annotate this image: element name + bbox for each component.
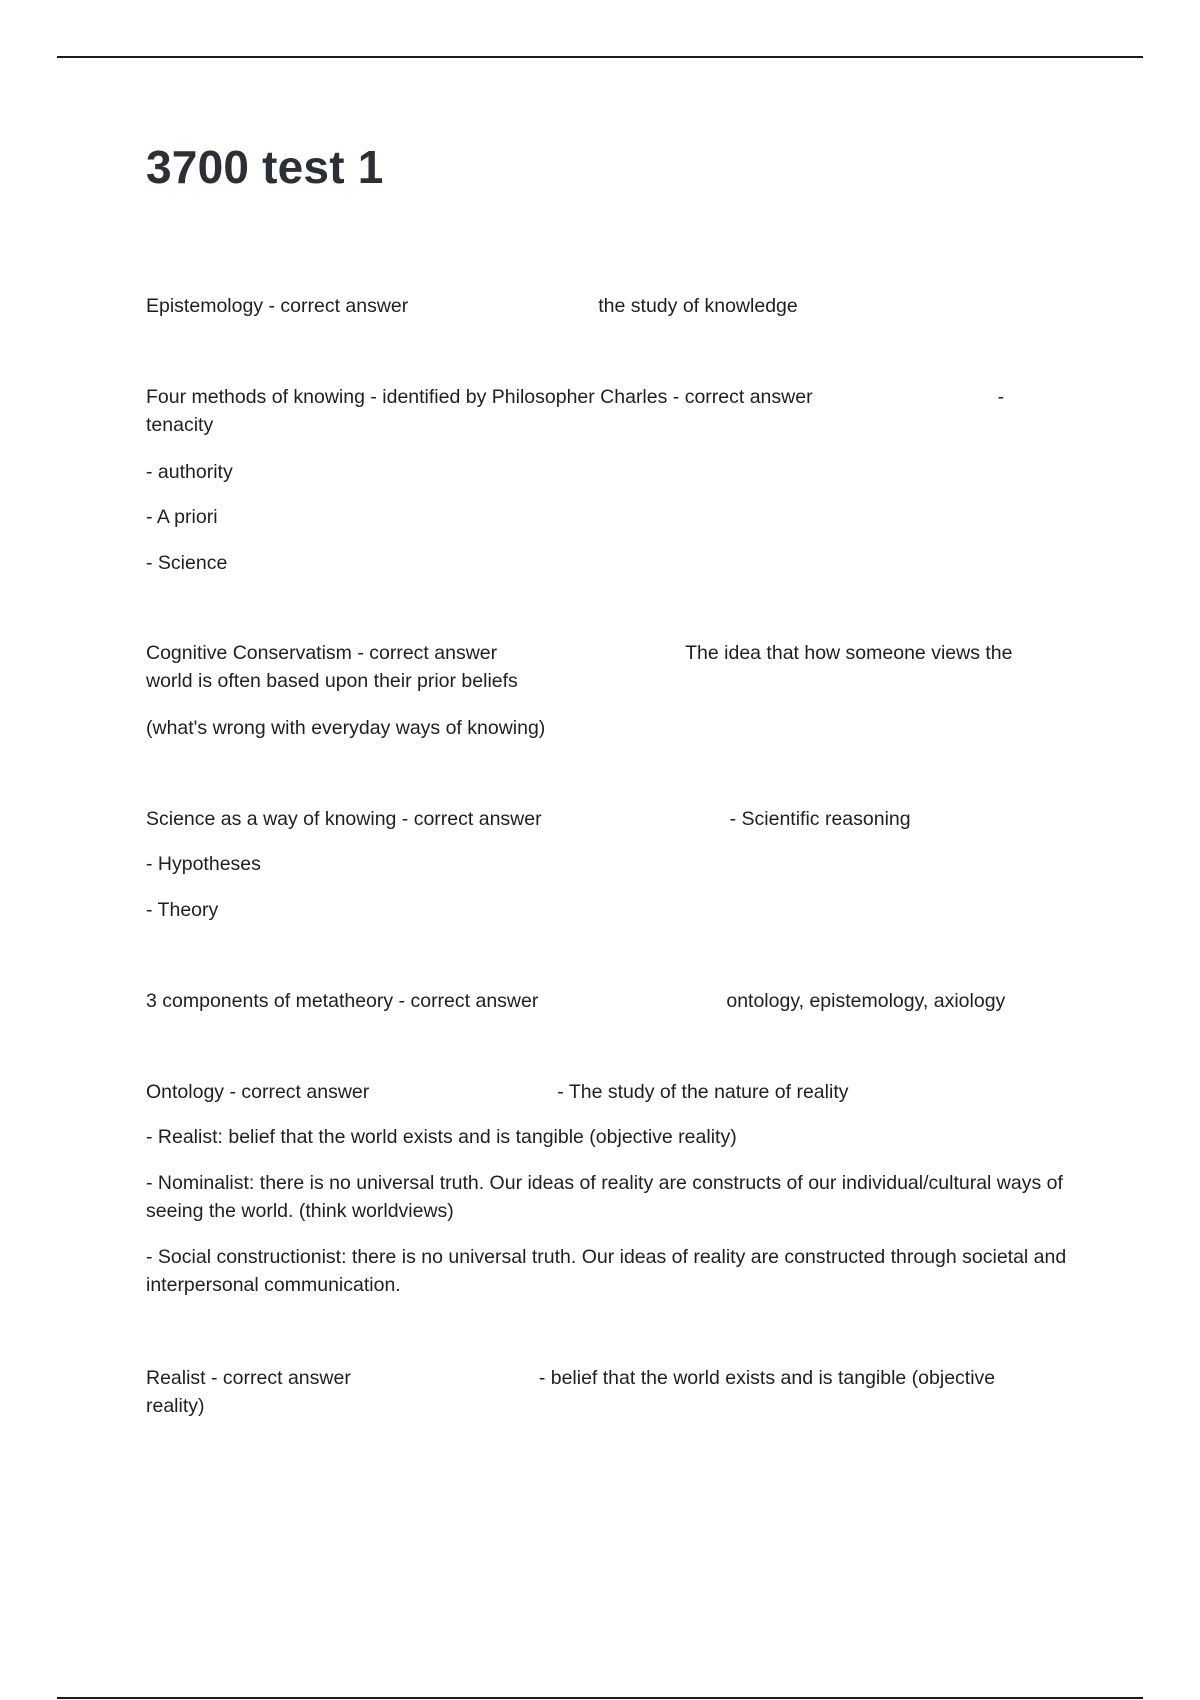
card-realist — [146, 1364, 1046, 1420]
card-answer: ontology, epistemology, axiology — [726, 990, 1006, 1012]
card-answer: - Scientific reasoning — [729, 808, 911, 830]
card-four-methods — [146, 383, 1046, 439]
card-extra-line: (what's wrong with everyday ways of knowing) — [146, 717, 546, 739]
card-metatheory — [146, 987, 1076, 1015]
card-cognitive-conservatism — [146, 639, 1046, 695]
card-extra-line: - Nominalist: there is no universal truth. Our ideas of reality are constructs of our individual/cultural ways of seeing the world. (think worldviews) — [146, 1172, 1063, 1222]
card-term: Epistemology - correct answer — [146, 295, 409, 317]
document-title: 3700 test 1 — [146, 141, 384, 193]
card-term: Ontology - correct answer — [146, 1081, 370, 1103]
card-term: Realist - correct answer — [146, 1367, 351, 1389]
card-term: Four methods of knowing - identified by Philosopher Charles - correct answer — [146, 386, 813, 408]
card-extra-line: - Science — [146, 552, 228, 574]
card-term: 3 components of metatheory - correct answer — [146, 990, 539, 1012]
card-extra-line: - Social constructionist: there is no universal truth. Our ideas of reality are constructed through societal and interpersonal communication. — [146, 1246, 1067, 1296]
card-epistemology — [146, 292, 1076, 320]
card-answer: the study of knowledge — [598, 295, 798, 317]
card-answer: - tenacity — [146, 386, 1005, 436]
card-extra-line: - Realist: belief that the world exists and is tangible (objective reality) — [146, 1126, 737, 1148]
footer-rule — [57, 1697, 1143, 1699]
card-extra-line: - Hypotheses — [146, 853, 261, 875]
card-extra-line: - Theory — [146, 899, 219, 921]
card-term: Cognitive Conservatism - correct answer — [146, 642, 498, 664]
card-extra-line: - authority — [146, 461, 233, 483]
card-term: Science as a way of knowing - correct answer — [146, 808, 542, 830]
card-answer: - belief that the world exists and is tangible (objective reality) — [146, 1367, 996, 1417]
card-ontology — [146, 1078, 1076, 1106]
card-answer: The idea that how someone views the world is often based upon their prior beliefs — [146, 642, 1013, 692]
card-answer: - The study of the nature of reality — [557, 1081, 849, 1103]
header-rule — [57, 56, 1143, 58]
card-extra-line: - A priori — [146, 506, 218, 528]
card-science-way-of-knowing — [146, 805, 1076, 833]
